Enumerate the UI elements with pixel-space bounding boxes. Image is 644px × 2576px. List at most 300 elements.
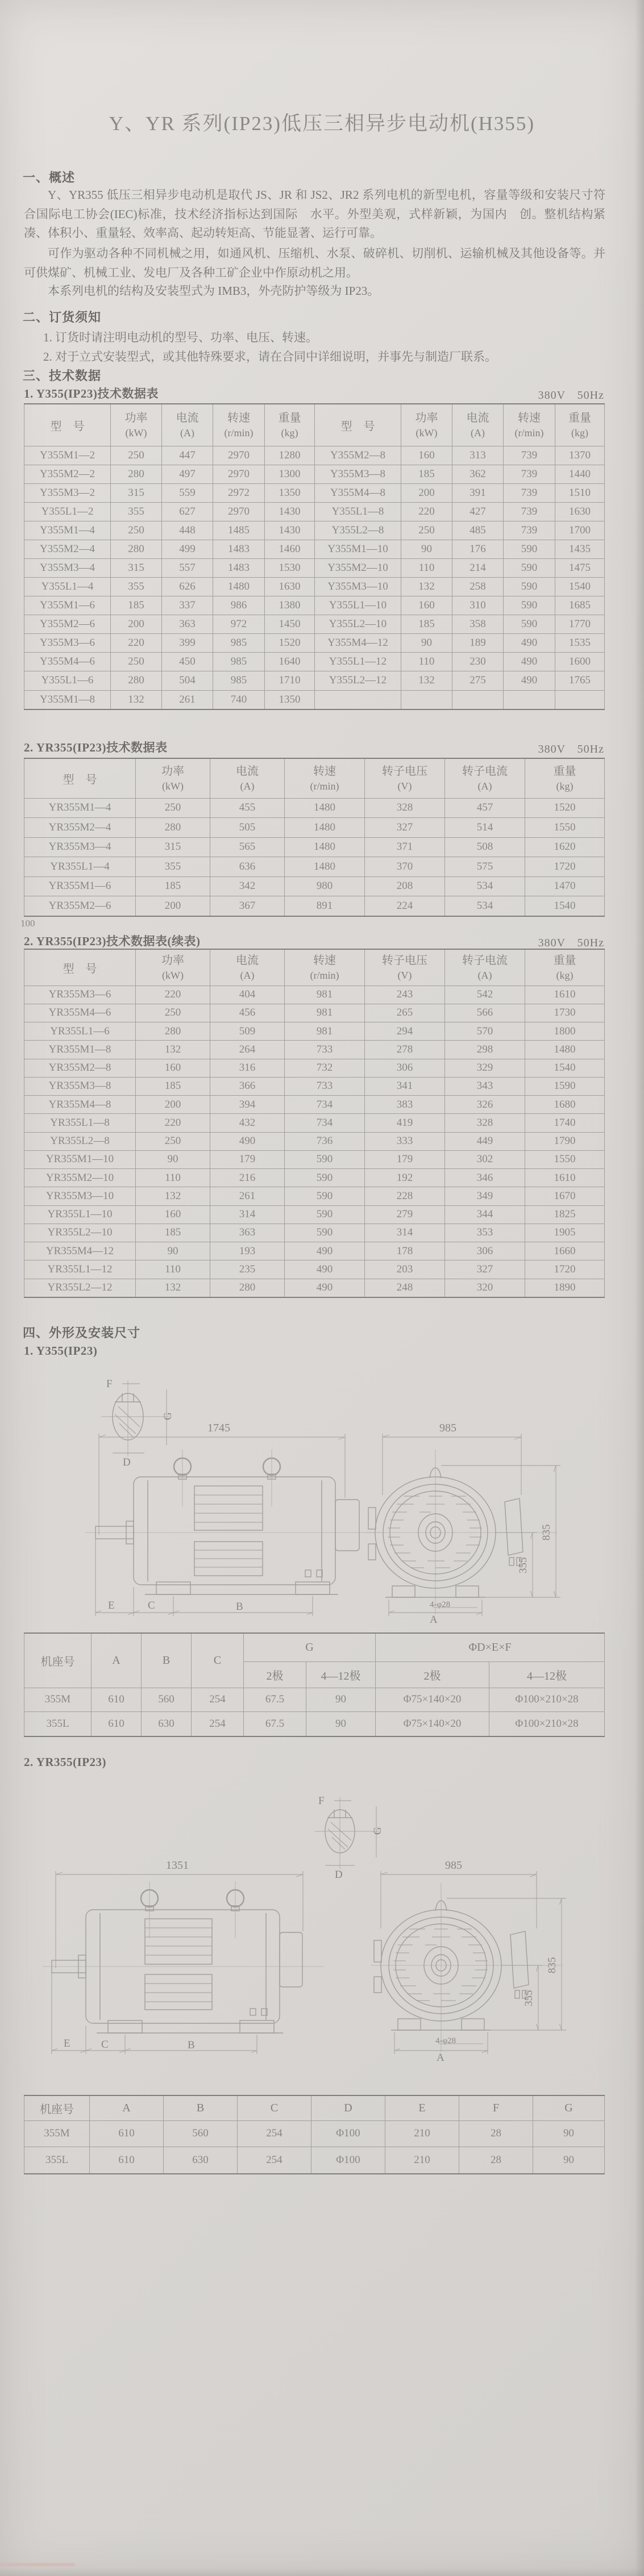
table-cell: 490 — [285, 1279, 365, 1297]
table-cell: 1550 — [525, 1150, 605, 1168]
table-cell: Φ100×210×28 — [489, 1688, 605, 1712]
table-cell: 178 — [365, 1242, 445, 1260]
table-cell: 254 — [238, 2147, 311, 2174]
table-cell: Y355M4—8 — [315, 483, 401, 502]
table-cell: 314 — [210, 1205, 285, 1224]
table-row — [24, 798, 605, 818]
table-cell: 185 — [136, 876, 210, 896]
side-view-foot-dims — [52, 1969, 257, 2054]
table-cell: 67.5 — [244, 1712, 306, 1736]
table-cell: 2970 — [213, 465, 265, 483]
table-cell: 316 — [210, 1059, 285, 1077]
table-cell: 590 — [504, 558, 555, 577]
table-cell: 358 — [452, 615, 504, 634]
table-cell: 220 — [136, 1114, 210, 1132]
table-cell: 366 — [210, 1077, 285, 1095]
table-cell: 985 — [213, 653, 265, 671]
col-header-power: 功率 (kW) — [401, 404, 452, 446]
table-cell: Y355M1—4 — [24, 521, 111, 540]
table-cell: 1480 — [285, 857, 365, 877]
table-cell: YR355M2—4 — [24, 818, 136, 838]
col-header-power: 功率 (kW) — [136, 758, 210, 798]
table-cell: 1630 — [265, 578, 315, 596]
table-cell: Y355M3—2 — [24, 483, 111, 502]
table2-header-row — [24, 758, 605, 798]
table-cell: 250 — [136, 1132, 210, 1150]
table-cell: 1590 — [525, 1077, 605, 1095]
table-cell: 1460 — [265, 540, 315, 558]
table-row — [24, 483, 605, 502]
table-row — [24, 634, 605, 653]
table-cell: 610 — [90, 2147, 164, 2174]
col-header-b: B — [164, 2095, 238, 2120]
col-header-model: 型 号 — [24, 758, 136, 798]
table-cell: Φ75×140×20 — [376, 1712, 489, 1736]
table-cell: Y355M2—8 — [315, 446, 401, 465]
col-header-weight: 重量 (kg) — [555, 404, 605, 446]
table-cell: Y355M2—4 — [24, 540, 111, 558]
table-cell: 733 — [285, 1077, 365, 1095]
table-cell: 337 — [162, 596, 213, 615]
table-cell: 2972 — [213, 483, 265, 502]
table-cell: 736 — [285, 1132, 365, 1150]
table-cell: 254 — [192, 1712, 244, 1736]
table-cell: 250 — [111, 521, 162, 540]
table-cell: 315 — [136, 837, 210, 857]
table-cell: 1620 — [525, 837, 605, 857]
table-row — [24, 1169, 605, 1187]
table-cell: 132 — [136, 1279, 210, 1297]
table-cell: 1350 — [265, 690, 315, 709]
table-cell: 250 — [111, 446, 162, 465]
table-cell: 349 — [445, 1187, 525, 1205]
table-row — [24, 671, 605, 690]
table-cell: 1540 — [525, 896, 605, 916]
table-cell: YR355M1—6 — [24, 876, 136, 896]
dim-width-985: 985 — [439, 1422, 456, 1434]
tech-table-y355 — [24, 403, 605, 710]
table-row — [24, 1150, 605, 1168]
table-cell: YR355M4—6 — [24, 1004, 136, 1022]
table-cell: Y355M3—4 — [24, 558, 111, 577]
table-cell: Y355M4—12 — [315, 634, 401, 653]
table-row — [24, 502, 605, 521]
table-cell: 279 — [365, 1205, 445, 1224]
table-row — [24, 1688, 605, 1712]
table-cell: 630 — [164, 2147, 238, 2174]
table-cell: YR355M1—4 — [24, 798, 136, 818]
table-cell: 367 — [210, 896, 285, 916]
table-cell: 559 — [162, 483, 213, 502]
table-cell: 189 — [452, 634, 504, 653]
dim-letter-a: A — [430, 1614, 438, 1626]
table-cell: 314 — [365, 1224, 445, 1242]
table-cell: 1370 — [555, 446, 605, 465]
table-cell: 490 — [210, 1132, 285, 1150]
dim-letter-f: F — [318, 1795, 325, 1807]
table-cell: 363 — [162, 615, 213, 634]
col-header-model: 型 号 — [315, 404, 401, 446]
table-row — [24, 1279, 605, 1297]
table-cell: 972 — [213, 615, 265, 634]
table-row — [24, 1260, 605, 1279]
table-row — [24, 1059, 605, 1077]
table-cell: 734 — [285, 1096, 365, 1114]
table-row — [24, 596, 605, 615]
col-header-rotor-voltage: 转子电压 (V) — [365, 949, 445, 986]
table-cell: 110 — [136, 1169, 210, 1187]
table-cell: 1660 — [525, 1242, 605, 1260]
table-cell: YR355M4—8 — [24, 1096, 136, 1114]
table-cell: 302 — [445, 1150, 525, 1168]
table-cell: 298 — [445, 1041, 525, 1059]
motor-front-view — [365, 1450, 557, 1614]
table-cell: YR355L2—12 — [24, 1279, 136, 1297]
table-row — [24, 857, 605, 877]
table-cell: Y355L1—8 — [315, 502, 401, 521]
table-cell: 160 — [136, 1205, 210, 1224]
table-cell: 1540 — [525, 1059, 605, 1077]
table-cell: 160 — [401, 446, 452, 465]
table-cell: 560 — [142, 1688, 192, 1712]
table-cell: 1685 — [555, 596, 605, 615]
table-cell: YR355M2—6 — [24, 896, 136, 916]
dim-table-y355 — [24, 1633, 605, 1737]
table-row — [24, 2120, 605, 2147]
table-cell: 449 — [445, 1132, 525, 1150]
table-cell: 203 — [365, 1260, 445, 1279]
table-cell: Y355M1—6 — [24, 596, 111, 615]
dim-letter-g: G — [162, 1412, 174, 1420]
table-cell: YR355M3—6 — [24, 986, 136, 1004]
table-cell: 1350 — [265, 483, 315, 502]
table-cell: 505 — [210, 818, 285, 838]
table-cell: 534 — [445, 896, 525, 916]
table-row — [24, 446, 605, 465]
table-cell: 1435 — [555, 540, 605, 558]
dim-letter-d: D — [123, 1456, 131, 1468]
col-header-c: C — [192, 1633, 244, 1688]
table-cell: 575 — [445, 857, 525, 877]
table-cell: 261 — [210, 1187, 285, 1205]
table-cell: 326 — [445, 1096, 525, 1114]
table-cell: 740 — [213, 690, 265, 709]
col-header-current: 电流 (A) — [162, 404, 213, 446]
table1-caption: 1. Y355(IP23)技术数据表 — [24, 387, 159, 400]
table-cell: 508 — [445, 837, 525, 857]
table-row — [24, 558, 605, 577]
table-cell: 306 — [445, 1242, 525, 1260]
table-cell: 1480 — [285, 818, 365, 838]
table-cell: 275 — [452, 671, 504, 690]
table-row — [24, 837, 605, 857]
table-cell: 160 — [136, 1059, 210, 1077]
ordering-heading: 二、订货须知 — [23, 310, 102, 324]
table-cell: 355 — [111, 502, 162, 521]
table-cell: Φ75×140×20 — [376, 1688, 489, 1712]
table-cell: YR355L1—12 — [24, 1260, 136, 1279]
table-cell: Φ100 — [311, 2120, 385, 2147]
table-cell: 636 — [210, 857, 285, 877]
table-cell: 216 — [210, 1169, 285, 1187]
table-cell: 328 — [445, 1114, 525, 1132]
dim-foot-holes: 4-φ28 — [430, 1600, 451, 1609]
drawing2-subheading: 2. YR355(IP23) — [24, 1755, 107, 1769]
shaft-section-detail — [101, 1380, 169, 1456]
table-cell: 250 — [136, 798, 210, 818]
table-cell: 427 — [452, 502, 504, 521]
table-cell: 185 — [401, 615, 452, 634]
table-cell: 132 — [401, 671, 452, 690]
col-header-speed: 转速 (r/min) — [285, 949, 365, 986]
table-cell: 235 — [210, 1260, 285, 1279]
tech-table-yr355 — [24, 758, 605, 917]
col-header-a: A — [92, 1633, 142, 1688]
table-cell — [315, 690, 401, 709]
table-cell: 448 — [162, 521, 213, 540]
table-cell: 626 — [162, 578, 213, 596]
drawing1-subheading: 1. Y355(IP23) — [24, 1344, 98, 1358]
table-cell: 328 — [365, 798, 445, 818]
table-cell: Y355M4—6 — [24, 653, 111, 671]
col-header-rotor-voltage: 转子电压 (V) — [365, 758, 445, 798]
table-cell: 542 — [445, 986, 525, 1004]
table-cell: 455 — [210, 798, 285, 818]
col-header-frame: 机座号 — [24, 1633, 92, 1688]
tech-table-yr355-continued — [24, 949, 605, 1298]
table-cell: 447 — [162, 446, 213, 465]
table-cell: YR355M2—8 — [24, 1059, 136, 1077]
table-cell: 90 — [401, 634, 452, 653]
table-cell: 1520 — [265, 634, 315, 653]
col-header-power: 功率 (kW) — [136, 949, 210, 986]
page-edge-shadow-bottom — [0, 2568, 644, 2576]
table-cell: 362 — [452, 465, 504, 483]
col-header-g: G — [533, 2095, 605, 2120]
table-cell: 214 — [452, 558, 504, 577]
col-header-speed: 转速 (r/min) — [504, 404, 555, 446]
table-cell: 280 — [210, 1279, 285, 1297]
table-cell: Y355L1—4 — [24, 578, 111, 596]
table-cell: 230 — [452, 653, 504, 671]
dim-letter-d: D — [335, 1869, 343, 1881]
col-header-b: B — [142, 1633, 192, 1688]
table-cell: 627 — [162, 502, 213, 521]
table-cell: Y355M2—2 — [24, 465, 111, 483]
table-cell: 404 — [210, 986, 285, 1004]
table-cell: 132 — [136, 1187, 210, 1205]
table-cell: 590 — [504, 540, 555, 558]
table-cell: 346 — [445, 1169, 525, 1187]
table-cell: YR355L1—4 — [24, 857, 136, 877]
table-row — [24, 1224, 605, 1242]
dim-letter-e: E — [64, 2038, 70, 2049]
table-cell: Y355M2—10 — [315, 558, 401, 577]
table-cell: 28 — [459, 2147, 533, 2174]
table-row — [24, 653, 605, 671]
table-cell: YR355L2—8 — [24, 1132, 136, 1150]
table-cell: 28 — [459, 2120, 533, 2147]
col-header-e: E — [385, 2095, 459, 2120]
motor-side-view — [85, 1450, 381, 1594]
table-row — [24, 2147, 605, 2174]
page-edge-shadow-right — [635, 0, 644, 2576]
table-cell: Y355L1—2 — [24, 502, 111, 521]
table-cell: Φ100×210×28 — [489, 1712, 605, 1736]
table-cell: 739 — [504, 483, 555, 502]
col-header-speed: 转速 (r/min) — [213, 404, 265, 446]
col-header-frame: 机座号 — [24, 2095, 90, 2120]
table-cell: 280 — [111, 671, 162, 690]
table-cell: 1890 — [525, 1279, 605, 1297]
table-cell: 315 — [111, 558, 162, 577]
table-cell: 490 — [285, 1242, 365, 1260]
table-cell: Y355M2—6 — [24, 615, 111, 634]
table-cell: YR355M1—8 — [24, 1041, 136, 1059]
table-cell: 590 — [504, 578, 555, 596]
table-cell: Φ100 — [311, 2147, 385, 2174]
table-cell: 560 — [164, 2120, 238, 2147]
table-cell: 570 — [445, 1022, 525, 1041]
table-cell: 243 — [365, 986, 445, 1004]
table-cell: 341 — [365, 1077, 445, 1095]
table-cell: 132 — [111, 690, 162, 709]
table-cell: 110 — [401, 558, 452, 577]
table-cell: 310 — [452, 596, 504, 615]
table-cell: 90 — [306, 1688, 376, 1712]
table-cell: YR355M3—10 — [24, 1187, 136, 1205]
table-cell: 355M — [24, 2120, 90, 2147]
table-cell: 371 — [365, 837, 445, 857]
table-cell: 220 — [111, 634, 162, 653]
table-cell: 450 — [162, 653, 213, 671]
table-cell: 610 — [92, 1712, 142, 1736]
table-cell: 1610 — [525, 986, 605, 1004]
table-cell: 355L — [24, 2147, 90, 2174]
dim-letter-f: F — [106, 1378, 113, 1390]
col-header-rotor-current: 转子电流 (A) — [445, 949, 525, 986]
table-row — [24, 540, 605, 558]
table3-caption: 2. YR355(IP23)技术数据表(续表) — [24, 934, 201, 948]
col-header-power: 功率 (kW) — [111, 404, 162, 446]
table-cell: 1450 — [265, 615, 315, 634]
table-cell: 590 — [285, 1205, 365, 1224]
table-row — [24, 578, 605, 596]
table-cell: 1825 — [525, 1205, 605, 1224]
table-cell: 344 — [445, 1205, 525, 1224]
table-cell: 110 — [136, 1260, 210, 1279]
col-header-4-12pole: 4—12极 — [306, 1661, 376, 1688]
table1-body — [24, 446, 605, 709]
table-cell: Y355L1—6 — [24, 671, 111, 690]
table-row — [24, 1205, 605, 1224]
table-cell: 1430 — [265, 521, 315, 540]
table-cell: 1700 — [555, 521, 605, 540]
table-cell: 185 — [136, 1077, 210, 1095]
table-cell: YR355L2—10 — [24, 1224, 136, 1242]
dim-table1-body — [24, 1688, 605, 1736]
table-cell: 250 — [401, 521, 452, 540]
dim-shaft-height-355: 355 — [523, 1990, 535, 2006]
col-header-model: 型 号 — [24, 949, 136, 986]
table-cell: 327 — [365, 818, 445, 838]
dim-length-1745: 1745 — [207, 1422, 230, 1434]
col-header-a: A — [90, 2095, 164, 2120]
overview-paragraph-3: 本系列电机的结构及安装型式为 IMB3，外壳防护等级为 IP23。 — [48, 284, 380, 298]
col-header-f: F — [459, 2095, 533, 2120]
table-cell: 1483 — [213, 558, 265, 577]
table-row — [24, 818, 605, 838]
table-cell: 490 — [504, 671, 555, 690]
col-header-current: 电流 (A) — [210, 949, 285, 986]
table-cell: 250 — [136, 1004, 210, 1022]
table-cell: 160 — [401, 596, 452, 615]
table-cell: 1710 — [265, 671, 315, 690]
table-cell: 264 — [210, 1041, 285, 1059]
table-cell: 590 — [504, 596, 555, 615]
table-cell: 739 — [504, 446, 555, 465]
table-row — [24, 521, 605, 540]
table-cell: 566 — [445, 1004, 525, 1022]
table-cell — [452, 690, 504, 709]
table-cell: 419 — [365, 1114, 445, 1132]
table-cell: 1480 — [285, 837, 365, 857]
table-cell: YR355M4—12 — [24, 1242, 136, 1260]
table-cell: YR355M3—4 — [24, 837, 136, 857]
table-cell: 90 — [533, 2147, 605, 2174]
table-cell: 590 — [285, 1187, 365, 1205]
table-cell: 733 — [285, 1041, 365, 1059]
table-row — [24, 896, 605, 916]
col-header-speed: 转速 (r/min) — [285, 758, 365, 798]
table-cell: 1610 — [525, 1169, 605, 1187]
table-cell — [504, 690, 555, 709]
table-cell: 739 — [504, 465, 555, 483]
table-cell: 1680 — [525, 1096, 605, 1114]
table3-rating: 380V 50Hz — [538, 937, 604, 949]
table-cell: 1800 — [525, 1022, 605, 1041]
table-cell: 1480 — [525, 1041, 605, 1059]
table-cell: 1670 — [525, 1187, 605, 1205]
table-cell: 265 — [365, 1004, 445, 1022]
table-cell: 248 — [365, 1279, 445, 1297]
table-cell: 327 — [445, 1260, 525, 1279]
table-cell: 261 — [162, 690, 213, 709]
table-cell: 1535 — [555, 634, 605, 653]
table-cell: 67.5 — [244, 1688, 306, 1712]
table-cell: 739 — [504, 521, 555, 540]
table-row — [24, 876, 605, 896]
table-cell: 986 — [213, 596, 265, 615]
table-cell: 1510 — [555, 483, 605, 502]
table-cell: 210 — [385, 2147, 459, 2174]
table-cell: Y355M1—8 — [24, 690, 111, 709]
table-cell: 1630 — [555, 502, 605, 521]
table-cell: 306 — [365, 1059, 445, 1077]
table-cell: YR355L1—6 — [24, 1022, 136, 1041]
table-cell: 1483 — [213, 540, 265, 558]
table-cell: 981 — [285, 986, 365, 1004]
table-cell: 192 — [365, 1169, 445, 1187]
table-cell: 179 — [210, 1150, 285, 1168]
table-cell: 355 — [136, 857, 210, 877]
col-header-2pole: 2极 — [376, 1661, 489, 1688]
table-row — [24, 1004, 605, 1022]
overall-length-dim — [99, 1434, 345, 1535]
table-cell: 343 — [445, 1077, 525, 1095]
table-cell: 610 — [90, 2120, 164, 2147]
col-header-d: D — [311, 2095, 385, 2120]
